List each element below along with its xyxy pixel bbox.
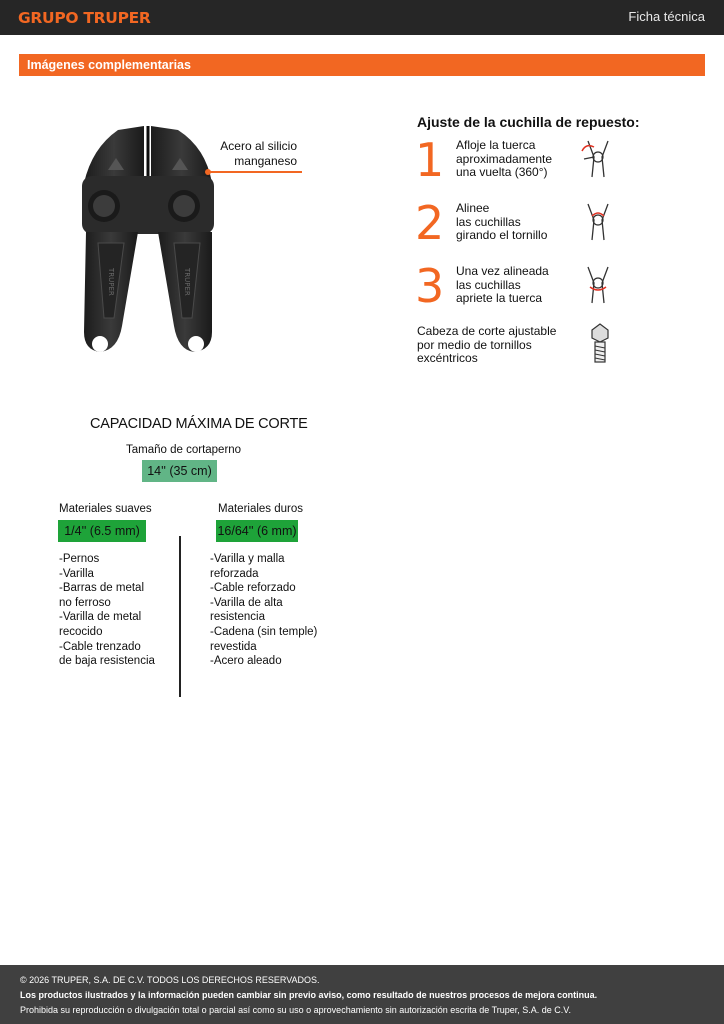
adjustment-step-3 [415,259,645,321]
hard-materials-label: Materiales duros [218,503,304,515]
document-type-label: Ficha técnica [628,9,705,24]
adjustment-step-2 [415,196,645,258]
step-number: 2 [415,196,445,250]
section-title: Imágenes complementarias [27,58,191,72]
callout-dot [205,169,211,175]
list-item: -Pernos [59,553,100,565]
footer [0,965,724,1024]
step-number: 1 [415,133,445,187]
column-divider [179,536,181,697]
step-text: Alinee las cuchillas girando el tornillo [456,201,548,242]
capacity-title: CAPACIDAD MÁXIMA DE CORTE [90,416,308,432]
eccentric-screws-note: Cabeza de corte ajustable por medio de tornillos excéntricos [417,324,557,365]
size-label: Tamaño de cortaperno [126,444,242,456]
size-value-badge: 14'' (35 cm) [142,460,217,482]
soft-materials-label: Materiales suaves [59,503,152,515]
hard-materials-list [210,552,330,669]
eccentric-screw-icon [588,322,612,364]
callout-line [208,171,302,173]
soft-materials-value: 1/4'' (6.5 mm) [58,520,146,542]
copyright-text: © 2026 TRUPER, S.A. DE C.V. TODOS LOS DERECHOS RESERVADOS. [20,975,320,985]
list-item: -Barras de metal no ferroso [59,582,145,609]
align-blades-icon [578,200,618,242]
brand-logo: GRUPO TRUPER [18,9,151,27]
material-callout: Acero al silicio manganeso [220,139,297,168]
tighten-nut-icon [578,263,618,305]
section-header [19,54,705,76]
list-item: -Varilla [59,567,94,580]
list-item: -Cadena (sin temple) revestida [210,625,318,653]
step-text: Afloje la tuerca aproximadamente una vuelta (360°) [456,138,553,179]
list-item: -Varilla y malla reforzada [210,553,285,580]
notice-text: Los productos ilustrados y la información pueden cambiar sin previo aviso, como resultado de nuestros procesos de mejora continua. [20,990,598,1000]
adjustment-step-1 [415,133,645,195]
step-text: Una vez alineada las cuchillas apriete la tuerca [456,264,549,305]
list-item: -Cable trenzado de baja resistencia [59,640,155,668]
engraving-text: TRUPER [107,268,115,296]
list-item: -Varilla de metal recocido [59,611,142,638]
list-item: -Cable reforzado [210,582,296,595]
prohibition-text: Prohibida su reproducción o divulgación total o parcial así como su uso o aprovechamiento sin autorización escrita de Truper, S.A. de C.V. [20,1005,571,1015]
step-number: 3 [415,259,445,313]
list-item: -Varilla de alta resistencia [210,596,283,624]
list-item: -Acero aleado [210,655,282,668]
hard-materials-value: 16/64'' (6 mm) [216,520,298,542]
soft-materials-list [59,552,177,669]
top-bar [0,0,724,35]
adjustment-title: Ajuste de la cuchilla de repuesto: [417,114,640,130]
loosen-nut-icon [578,137,618,179]
engraving-text: TRUPER [183,268,191,296]
